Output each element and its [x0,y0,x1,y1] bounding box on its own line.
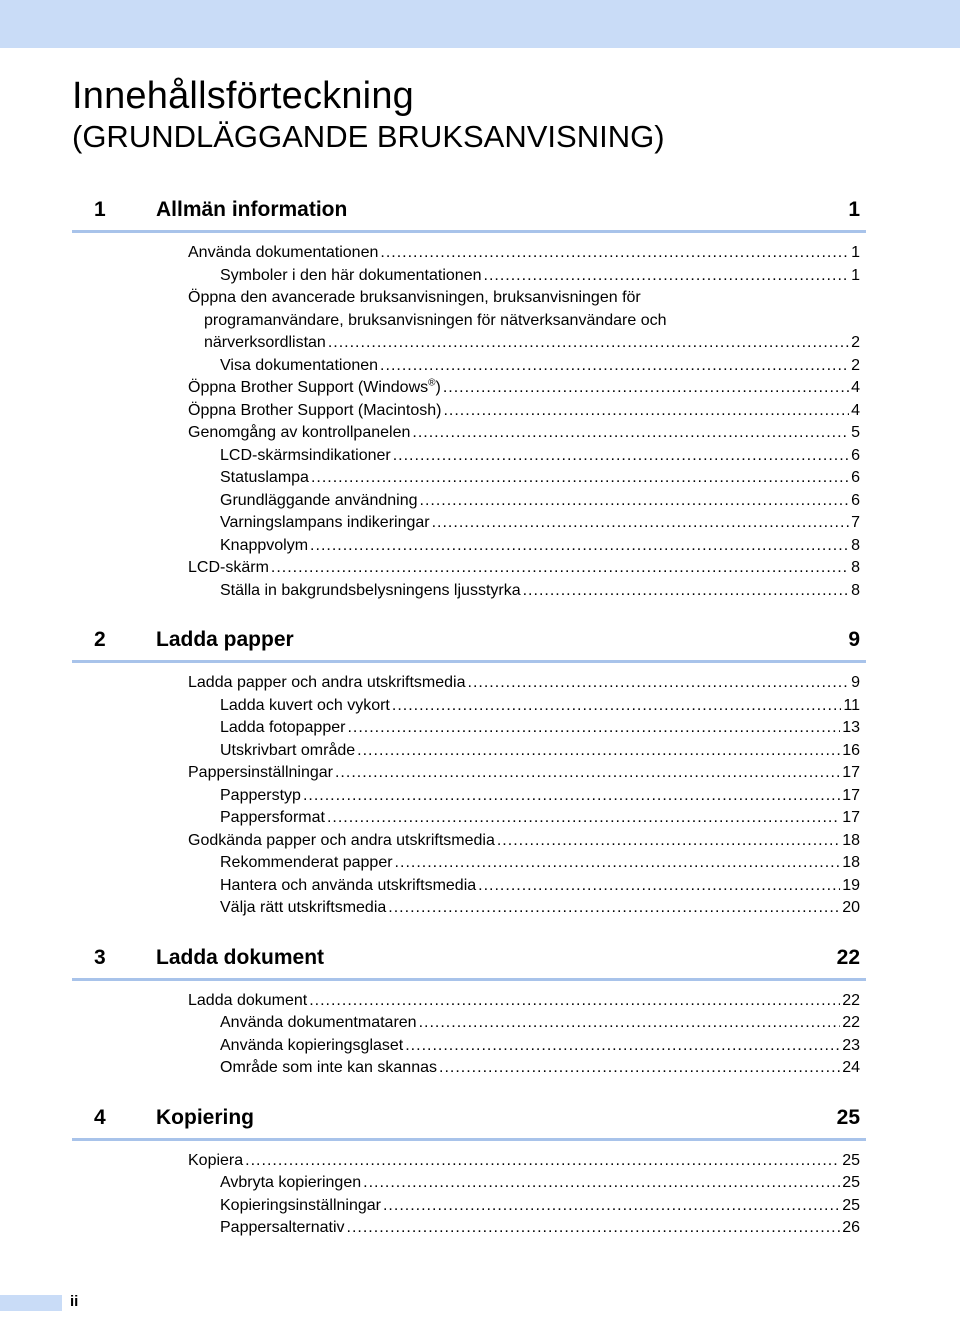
toc-entry-text: Varningslampans indikeringar [220,514,430,531]
registered-mark: ® [428,377,436,389]
toc-entry-text: Ställa in bakgrundsbelysningens ljusstyrka [220,581,521,599]
chapter-title: Allmän information [156,198,348,221]
leader-dots [439,1057,840,1080]
leader-dots [468,672,850,695]
toc-entry[interactable] [220,490,866,513]
toc-entry-text-after: ) [435,379,441,396]
toc-entry-page: 22 [842,1014,860,1031]
toc-entry-page: 19 [842,876,860,894]
leader-dots [432,512,850,535]
toc-entry[interactable] [220,467,866,490]
toc-entry-page: 18 [842,854,860,871]
toc-entry[interactable] [188,830,866,853]
toc-entry-text: Ladda kuvert och vykort [220,696,390,714]
leader-dots [310,535,849,558]
toc-entry-text: LCD-skärmsindikationer [220,446,391,464]
toc-entry-page: 25 [842,1174,860,1191]
toc-entry[interactable] [220,807,866,830]
toc-entry[interactable] [220,875,866,898]
chapter-number: 4 [94,1105,106,1129]
chapter-number: 2 [94,628,106,651]
toc-entry[interactable] [220,445,866,468]
chapter-heading[interactable] [72,190,866,233]
toc-entry-text: Godkända papper och andra utskriftsmedia [188,831,495,849]
leader-dots [523,580,849,603]
chapter-page: 1 [848,198,860,221]
toc-entry-text: Grundläggande användning [220,491,418,509]
toc-entry-text: Ladda dokument [188,991,308,1009]
table-of-contents [72,190,866,1240]
toc-entry[interactable] [220,512,866,535]
toc-entry[interactable] [220,852,866,875]
chapter-number: 1 [94,198,106,221]
toc-entry-page: 1 [851,266,860,284]
toc-entry[interactable] [188,422,866,445]
leader-dots [327,807,840,830]
chapter-page: 22 [836,945,860,969]
toc-entry-text: Statuslampa [220,469,309,486]
toc-entry-text: närverksordlistan [204,334,326,351]
toc-entry-text: Visa dokumentationen [220,356,379,374]
leader-dots [412,422,849,445]
toc-entry-text: Ladda fotopapper [220,719,346,736]
leader-dots [309,990,840,1013]
toc-entry[interactable] [188,1150,866,1173]
toc-entry-page: 2 [851,334,860,351]
toc-entry[interactable] [220,1012,866,1035]
toc-entry-page: 24 [842,1059,860,1076]
toc-entry-text: Öppna Brother Support (Windows [188,379,429,396]
leader-dots [484,265,850,288]
toc-entry[interactable] [220,1057,866,1080]
chapter-title: Ladda papper [156,628,294,651]
toc-entry[interactable] [220,535,866,558]
leader-dots [380,355,849,378]
toc-entry-page: 17 [842,809,860,826]
leader-dots [245,1150,840,1173]
chapter-page: 9 [848,628,860,651]
page-number: ii [70,1293,79,1310]
toc-entry-page: 1 [851,244,860,261]
toc-entry-page: 13 [842,719,860,736]
toc-entry-page: 6 [851,446,860,464]
toc-entry-text: Kopiera [188,1151,244,1169]
toc-entry-text: Använda kopieringsglaset [220,1036,404,1054]
chapter-heading[interactable] [72,938,866,981]
page-title [72,76,665,154]
leader-dots [303,785,840,808]
leader-dots [443,400,849,423]
leader-dots [347,717,840,740]
footer-tab [0,1295,62,1311]
leader-dots [347,1217,841,1240]
toc-entry-page: 25 [842,1196,860,1214]
toc-entry-text: Genomgång av kontrollpanelen [188,424,411,441]
toc-entry-line: Öppna den avancerade bruksanvisningen, bruksanvisningen för [188,289,641,306]
toc-entry[interactable] [220,355,866,378]
leader-dots [392,695,842,718]
toc-entry-text: Utskrivbart område [220,741,356,759]
toc-entry-page: 23 [842,1036,860,1054]
toc-entry[interactable] [220,740,866,763]
toc-entry[interactable] [188,287,866,355]
toc-entry-page: 8 [851,581,860,599]
leader-dots [383,1195,840,1218]
toc-entry-page: 6 [851,491,860,509]
toc-entry-text: Område som inte kan skannas [220,1059,437,1076]
chapter-2 [72,620,866,920]
leader-dots [328,332,849,355]
toc-entry-page: 17 [842,786,860,804]
toc-entry-text: Kopieringsinställningar [220,1196,381,1214]
toc-entry[interactable] [220,695,866,718]
leader-dots [380,242,849,265]
chapter-heading[interactable] [72,1098,866,1141]
toc-entry-page: 9 [851,674,860,691]
toc-entry-text: Öppna Brother Support (Macintosh) [188,401,442,419]
toc-entry-page: 8 [851,559,860,576]
toc-entry-text: Pappersformat [220,809,325,826]
toc-entry-page: 16 [842,741,860,759]
toc-entry-line: programanvändare, bruksanvisningen för nätverksanvändare och [204,311,667,329]
chapter-heading[interactable] [72,620,866,663]
leader-dots [335,762,840,785]
toc-entry[interactable] [188,400,866,423]
chapter-title: Kopiering [156,1105,254,1129]
chapter-title: Ladda dokument [156,945,325,969]
toc-entry-text: LCD-skärm [188,559,269,576]
toc-entry-page: 6 [851,469,860,486]
leader-dots [311,467,849,490]
title-subtitle: (GRUNDLÄGGANDE BRUKSANVISNING) [72,118,665,154]
header-band [0,0,960,48]
toc-entry-page: 8 [851,536,860,554]
toc-entry-text: Rekommenderat papper [220,854,393,871]
toc-entry[interactable] [220,1172,866,1195]
toc-entry[interactable] [220,1035,866,1058]
leader-dots [393,445,849,468]
leader-dots [497,830,840,853]
toc-entry-page: 17 [842,764,860,781]
leader-dots [478,875,840,898]
toc-entry-text: Avbryta kopieringen [220,1174,362,1191]
toc-entry[interactable] [188,990,866,1013]
toc-entry-page: 5 [851,424,860,441]
toc-entry-text: Knappvolym [220,536,309,554]
chapter-3 [72,938,866,1080]
toc-entry-text: Symboler i den här dokumentationen [220,266,482,284]
leader-dots [357,740,840,763]
toc-entry-page: 4 [851,401,860,419]
toc-entry-text: Använda dokumentationen [188,244,379,261]
toc-entry-text: Ladda papper och andra utskriftsmedia [188,674,466,691]
chapter-number: 3 [94,945,106,969]
leader-dots [419,1012,841,1035]
toc-entry-text: Välja rätt utskriftsmedia [220,899,387,916]
toc-entry-page: 18 [842,831,860,849]
leader-dots [363,1172,840,1195]
toc-entry-page: 7 [851,514,860,531]
toc-entry-text: Papperstyp [220,786,301,804]
toc-entry-text: Använda dokumentmataren [220,1014,417,1031]
toc-entry-text: Pappersalternativ [220,1219,345,1236]
leader-dots [388,897,840,920]
toc-entry-text: Hantera och använda utskriftsmedia [220,876,477,894]
chapter-page: 25 [836,1105,860,1129]
toc-entry-page: 26 [842,1219,860,1236]
toc-entry-page: 25 [842,1151,860,1169]
toc-entry[interactable] [188,672,866,695]
leader-dots [395,852,841,875]
toc-entry[interactable] [220,580,866,603]
toc-entry[interactable] [188,762,866,785]
leader-dots [405,1035,840,1058]
toc-entry-text: Pappersinställningar [188,764,333,781]
toc-entry[interactable] [220,265,866,288]
chapter-1 [72,190,866,602]
toc-entry-page: 20 [842,899,860,916]
leader-dots [443,377,849,400]
toc-entry[interactable] [220,717,866,740]
leader-dots [420,490,850,513]
toc-entry[interactable] [220,785,866,808]
toc-entry[interactable] [188,242,866,265]
toc-entry[interactable] [188,557,866,580]
toc-entry-page: 11 [843,696,860,714]
leader-dots [271,557,849,580]
toc-entry-page: 4 [851,379,860,396]
toc-entry[interactable] [220,897,866,920]
toc-entry[interactable] [188,377,866,400]
toc-entry-page: 2 [851,356,860,374]
toc-entry[interactable] [220,1217,866,1240]
toc-entry-page: 22 [842,991,860,1009]
chapter-4 [72,1098,866,1240]
toc-entry[interactable] [220,1195,866,1218]
title-main: Innehållsförteckning [72,75,414,117]
